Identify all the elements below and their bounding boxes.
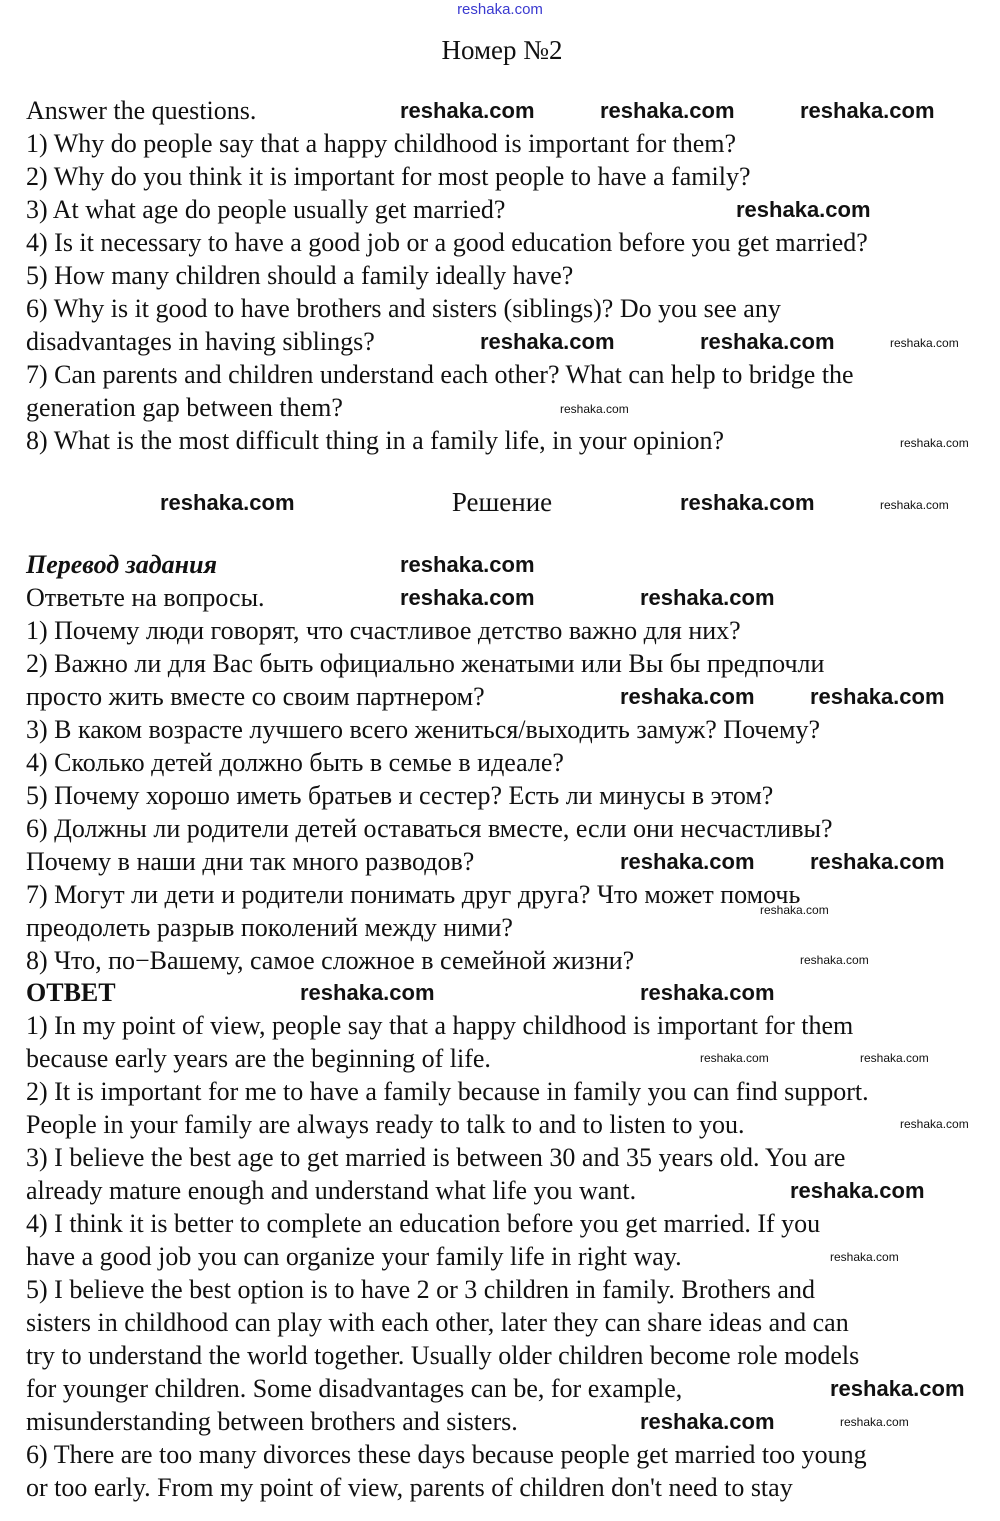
watermark: reshaka.com <box>880 498 949 512</box>
text-line: 2) Why do you think it is important for most people to have a family? <box>26 162 751 191</box>
watermark: reshaka.com <box>800 953 869 967</box>
watermark: reshaka.com <box>480 329 615 354</box>
watermark: reshaka.com <box>620 684 755 709</box>
text-line: 7) Могут ли дети и родители понимать друг друга? Что может помочь <box>26 880 801 909</box>
watermark: reshaka.com <box>700 329 835 354</box>
text-line: 6) Why is it good to have brothers and sisters (siblings)? Do you see any <box>26 294 781 323</box>
text-line: misunderstanding between brothers and sisters. <box>26 1407 518 1436</box>
text-line: or too early. From my point of view, parents of children don't need to stay <box>26 1473 793 1502</box>
watermark: reshaka.com <box>860 1051 929 1065</box>
watermark: reshaka.com <box>620 849 755 874</box>
text-line: try to understand the world together. Usually older children become role models <box>26 1341 860 1370</box>
watermark: reshaka.com <box>640 585 775 610</box>
watermark: reshaka.com <box>790 1178 925 1203</box>
watermark: reshaka.com <box>300 980 435 1005</box>
text-line: 5) Почему хорошо иметь братьев и сестер? Есть ли минусы в этом? <box>26 781 774 810</box>
text-line: generation gap between them? <box>26 393 343 422</box>
watermark: reshaka.com <box>810 849 945 874</box>
text-line: because early years are the beginning of life. <box>26 1044 491 1073</box>
watermark: reshaka.com <box>840 1415 909 1429</box>
watermark: reshaka.com <box>890 336 959 350</box>
text-line: 1) Why do people say that a happy childhood is important for them? <box>26 129 737 158</box>
text-line: 7) Can parents and children understand each other? What can help to bridge the <box>26 360 854 389</box>
text-line: 6) Должны ли родители детей оставаться вместе, если они несчастливы? <box>26 814 833 843</box>
text-line: 1) In my point of view, people say that a happy childhood is important for them <box>26 1011 854 1040</box>
watermark: reshaka.com <box>830 1376 965 1401</box>
watermark: reshaka.com <box>640 1409 775 1434</box>
watermark: reshaka.com <box>700 1051 769 1065</box>
translation-heading: Перевод задания <box>26 550 217 579</box>
text-line: 3) At what age do people usually get married? <box>26 195 506 224</box>
text-line: 5) I believe the best option is to have 2 or 3 children in family. Brothers and <box>26 1275 815 1304</box>
text-line: 4) Сколько детей должно быть в семье в идеале? <box>26 748 564 777</box>
watermark: reshaka.com <box>680 490 815 515</box>
text-line: 5) How many children should a family ideally have? <box>26 261 574 290</box>
text-line: People in your family are always ready to talk to and to listen to you. <box>26 1110 745 1139</box>
answer-heading: ОТВЕТ <box>26 978 116 1007</box>
watermark: reshaka.com <box>800 98 935 123</box>
text-line: 1) Почему люди говорят, что счастливое детство важно для них? <box>26 616 741 645</box>
text-line: преодолеть разрыв поколений между ними? <box>26 913 513 942</box>
text-line: Answer the questions. <box>26 96 257 125</box>
text-line: 8) Что, по−Вашему, самое сложное в семейной жизни? <box>26 946 635 975</box>
text-line: sisters in childhood can play with each other, later they can share ideas and can <box>26 1308 849 1337</box>
watermark: reshaka.com <box>830 1250 899 1264</box>
text-line: 6) There are too many divorces these days because people get married too young <box>26 1440 867 1469</box>
site-link[interactable]: reshaka.com <box>457 1 543 18</box>
watermark: reshaka.com <box>600 98 735 123</box>
watermark: reshaka.com <box>900 1117 969 1131</box>
text-line: 4) Is it necessary to have a good job or a good education before you get married? <box>26 228 868 257</box>
text-line: Ответьте на вопросы. <box>26 583 265 612</box>
text-line: for younger children. Some disadvantages can be, for example, <box>26 1374 683 1403</box>
text-line: disadvantages in having siblings? <box>26 327 375 356</box>
watermark: reshaka.com <box>160 490 295 515</box>
watermark: reshaka.com <box>760 903 829 917</box>
watermark: reshaka.com <box>900 436 969 450</box>
watermark: reshaka.com <box>810 684 945 709</box>
text-line: 3) I believe the best age to get married is between 30 and 35 years old. You are <box>26 1143 846 1172</box>
text-line: 4) I think it is better to complete an education before you get married. If you <box>26 1209 821 1238</box>
watermark: reshaka.com <box>736 197 871 222</box>
text-line: have a good job you can organize your family life in right way. <box>26 1242 682 1271</box>
watermark: reshaka.com <box>400 552 535 577</box>
text-line: 3) В каком возрасте лучшего всего жениться/выходить замуж? Почему? <box>26 715 821 744</box>
text-line: Почему в наши дни так много разводов? <box>26 847 475 876</box>
translation-questions <box>26 581 832 977</box>
text-line: просто жить вместе со своим партнером? <box>26 682 485 711</box>
text-line: 2) It is important for me to have a family because in family you can find support. <box>26 1077 869 1106</box>
text-line: already mature enough and understand what life you want. <box>26 1176 637 1205</box>
watermark: reshaka.com <box>400 585 535 610</box>
watermark: reshaka.com <box>400 98 535 123</box>
page-title: Номер №2 <box>441 35 563 65</box>
text-line: 8) What is the most difficult thing in a family life, in your opinion? <box>26 426 725 455</box>
task-questions <box>26 94 868 457</box>
watermark: reshaka.com <box>640 980 775 1005</box>
solution-heading: Решение <box>451 487 553 517</box>
text-line: 2) Важно ли для Вас быть официально женатыми или Вы бы предпочли <box>26 649 825 678</box>
watermark: reshaka.com <box>560 402 629 416</box>
